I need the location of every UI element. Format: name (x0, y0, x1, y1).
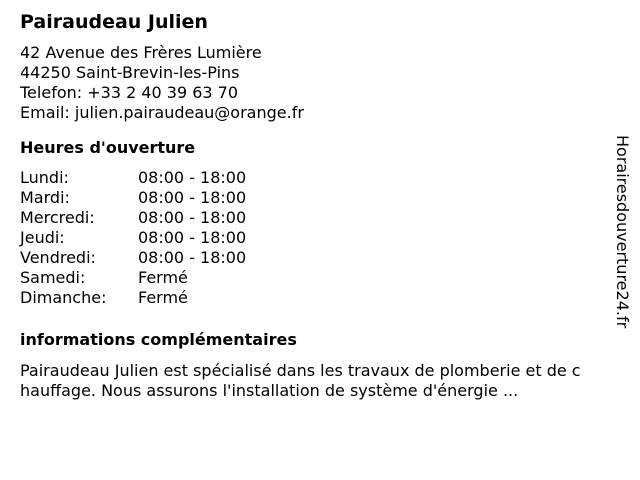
hours-time: 08:00 - 18:00 (138, 248, 247, 267)
info-title: informations complémentaires (20, 330, 297, 349)
hours-day: Mardi: (20, 188, 70, 207)
hours-day: Lundi: (20, 168, 69, 187)
hours-row (20, 168, 625, 188)
hours-time: Fermé (138, 268, 188, 287)
hours-day: Samedi: (20, 268, 86, 287)
email-line: Email: julien.pairaudeau@orange.fr (20, 103, 304, 122)
address-line-2: 44250 Saint-Brevin-les-Pins (20, 63, 240, 82)
hours-row (20, 188, 625, 208)
hours-day: Mercredi: (20, 208, 95, 227)
info-description-line-1: Pairaudeau Julien est spécialisé dans les travaux de plomberie et de c (20, 361, 581, 380)
business-name: Pairaudeau Julien (20, 11, 208, 33)
hours-time: 08:00 - 18:00 (138, 228, 247, 247)
info-description-line-2: hauffage. Nous assurons l'installation de système d'énergie ... (20, 381, 519, 400)
hours-row (20, 208, 625, 228)
phone-line: Telefon: +33 2 40 39 63 70 (20, 83, 239, 102)
site-watermark: Horairesdouverture24.fr (613, 135, 632, 329)
info-description (20, 361, 625, 401)
hours-day: Jeudi: (20, 228, 65, 247)
hours-time: 08:00 - 18:00 (138, 168, 247, 187)
hours-row (20, 228, 625, 248)
hours-day: Dimanche: (20, 288, 107, 307)
business-card (20, 10, 625, 401)
hours-day: Vendredi: (20, 248, 96, 267)
hours-row (20, 288, 625, 308)
hours-row (20, 248, 625, 268)
hours-row (20, 268, 625, 288)
address-line-1: 42 Avenue des Frères Lumière (20, 43, 262, 62)
hours-time: 08:00 - 18:00 (138, 208, 247, 227)
hours-time: Fermé (138, 288, 188, 307)
hours-table (20, 168, 625, 308)
hours-time: 08:00 - 18:00 (138, 188, 247, 207)
hours-title: Heures d'ouverture (20, 138, 196, 157)
